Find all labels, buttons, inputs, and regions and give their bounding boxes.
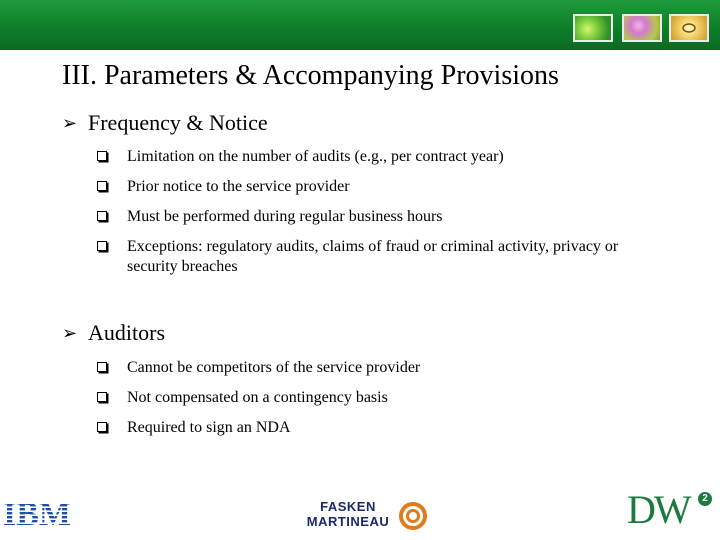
- section-heading-label: Auditors: [88, 320, 165, 345]
- fasken-ring-icon: [398, 501, 428, 531]
- ring-icon: [671, 16, 707, 40]
- top-banner: [0, 0, 720, 50]
- header-thumbnail-image: [573, 14, 613, 42]
- section-heading: [62, 320, 165, 346]
- list-item-text: Must be performed during regular business hours: [127, 208, 443, 225]
- header-thumbnail-image: [669, 14, 709, 42]
- checkbox-bullet-icon: [97, 211, 107, 221]
- dw-logo: DW: [627, 487, 690, 532]
- list-item-text: Exceptions: regulatory audits, claims of fraud or criminal activity, privacy or security breaches: [127, 238, 619, 275]
- fasken-logo-line1: FASKEN: [320, 499, 376, 514]
- arrow-bullet-icon: ➢: [62, 113, 78, 133]
- checkbox-bullet-icon: [97, 362, 107, 372]
- list-item-text: Limitation on the number of audits (e.g., per contract year): [127, 148, 504, 165]
- fasken-martineau-logo: [302, 500, 432, 530]
- ibm-logo: [3, 496, 71, 533]
- ibm-logo-text: IBM: [3, 496, 71, 533]
- list-item-text: Prior notice to the service provider: [127, 178, 350, 195]
- list-item-text: Not compensated on a contingency basis: [127, 389, 388, 406]
- checkbox-bullet-icon: [97, 181, 107, 191]
- list-item-text: Cannot be competitors of the service provider: [127, 359, 421, 376]
- dw-logo-superscript: 2: [698, 492, 712, 506]
- section-heading-label: Frequency & Notice: [88, 110, 268, 135]
- checkbox-bullet-icon: [97, 151, 107, 161]
- checkbox-bullet-icon: [97, 241, 107, 251]
- checkbox-bullet-icon: [97, 422, 107, 432]
- section-heading: [62, 110, 268, 136]
- arrow-bullet-icon: ➢: [62, 323, 78, 343]
- header-thumbnail-image: [622, 14, 662, 42]
- fasken-logo-line2: MARTINEAU: [306, 514, 390, 529]
- checkbox-bullet-icon: [97, 392, 107, 402]
- list-item-text: Required to sign an NDA: [127, 419, 291, 436]
- slide-title: III. Parameters & Accompanying Provisions: [62, 60, 559, 91]
